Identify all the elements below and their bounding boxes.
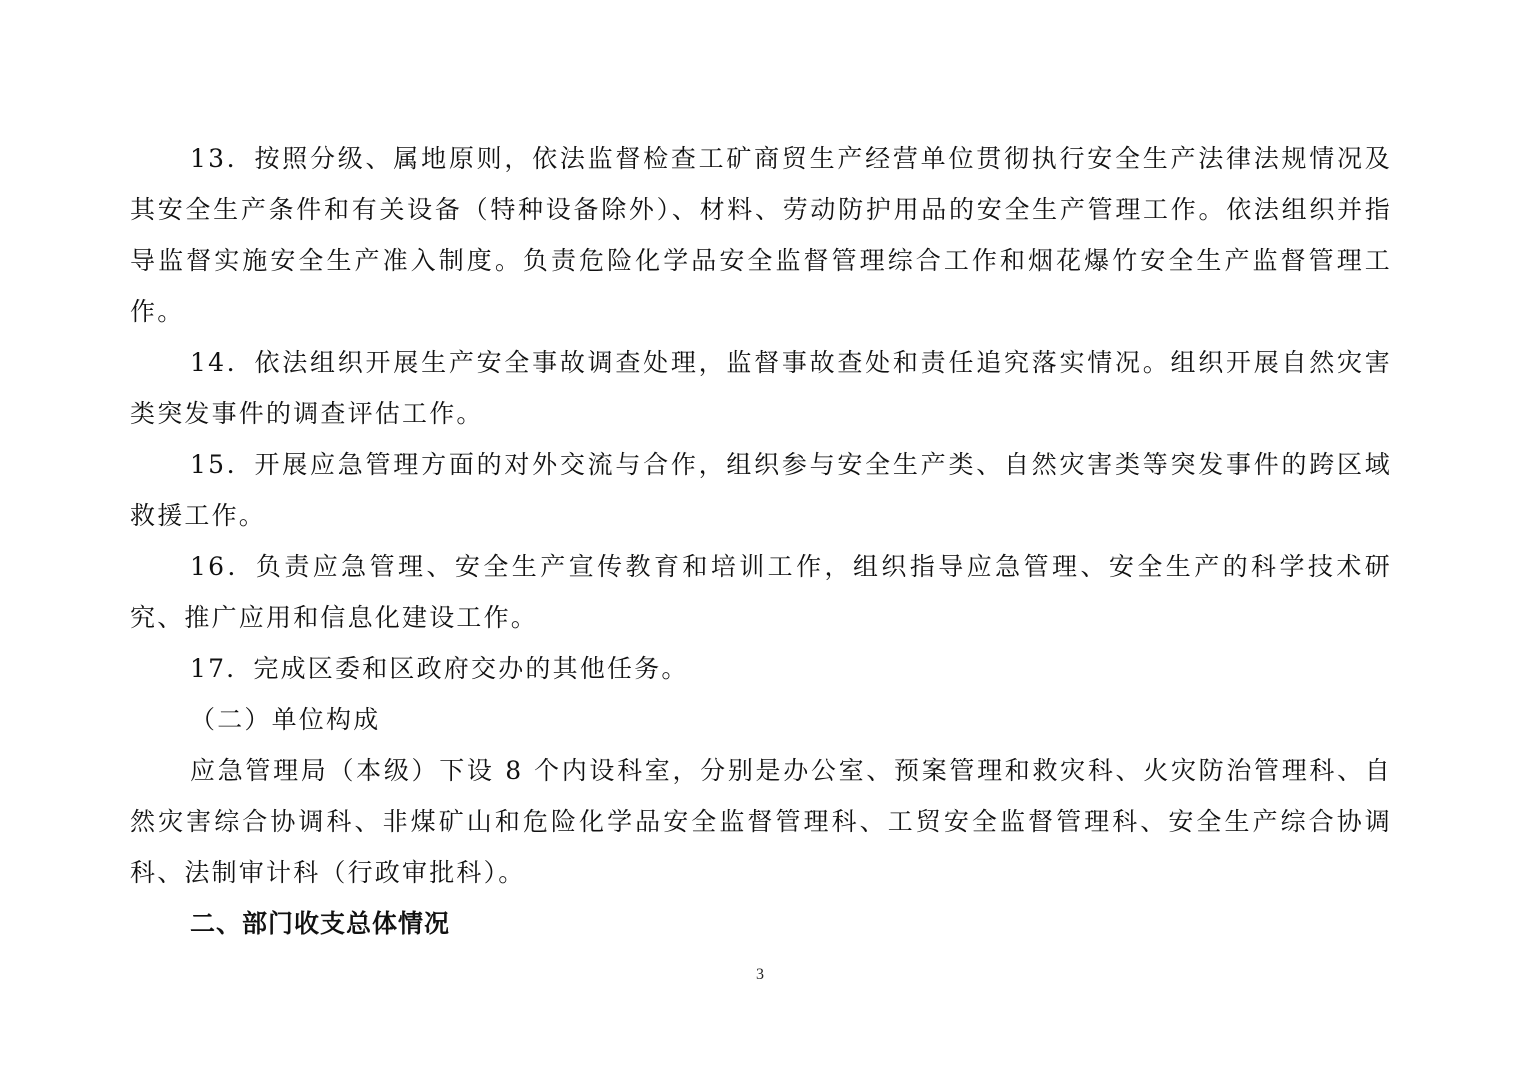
unit-composition-paragraph: 应急管理局（本级）下设 8 个内设科室，分别是办公室、预案管理和救灾科、火灾防治管理科、自然灾害综合协调科、非煤矿山和危险化学品安全监督管理科、工贸安全监督管理科、安全生产综合协调科、法制审计科（行政审批科）。 xyxy=(130,756,1392,887)
subsection-heading: （二）单位构成 xyxy=(190,705,381,734)
paragraph-item-17: 17．完成区委和区政府交办的其他任务。 xyxy=(190,654,689,683)
page-number: 3 xyxy=(756,966,764,983)
paragraph-item-14: 14．依法组织开展生产安全事故调查处理，监督事故查处和责任追究落实情况。组织开展自然灾害类突发事件的调查评估工作。 xyxy=(130,348,1392,428)
paragraph-item-13: 13．按照分级、属地原则，依法监督检查工矿商贸生产经营单位贯彻执行安全生产法律法规情况及其安全生产条件和有关设备（特种设备除外）、材料、劳动防护用品的安全生产管理工作。依法组织并指导监督实施安全生产准入制度。负责危险化学品安全监督管理综合工作和烟花爆竹安全生产监督管理工作。 xyxy=(130,144,1392,326)
paragraph-item-16: 16．负责应急管理、安全生产宣传教育和培训工作，组织指导应急管理、安全生产的科学技术研究、推广应用和信息化建设工作。 xyxy=(130,552,1392,632)
paragraph-item-15: 15．开展应急管理方面的对外交流与合作，组织参与安全生产类、自然灾害类等突发事件的跨区域救援工作。 xyxy=(130,450,1392,530)
section-heading: 二、部门收支总体情况 xyxy=(190,909,451,938)
body-text xyxy=(130,133,1392,949)
